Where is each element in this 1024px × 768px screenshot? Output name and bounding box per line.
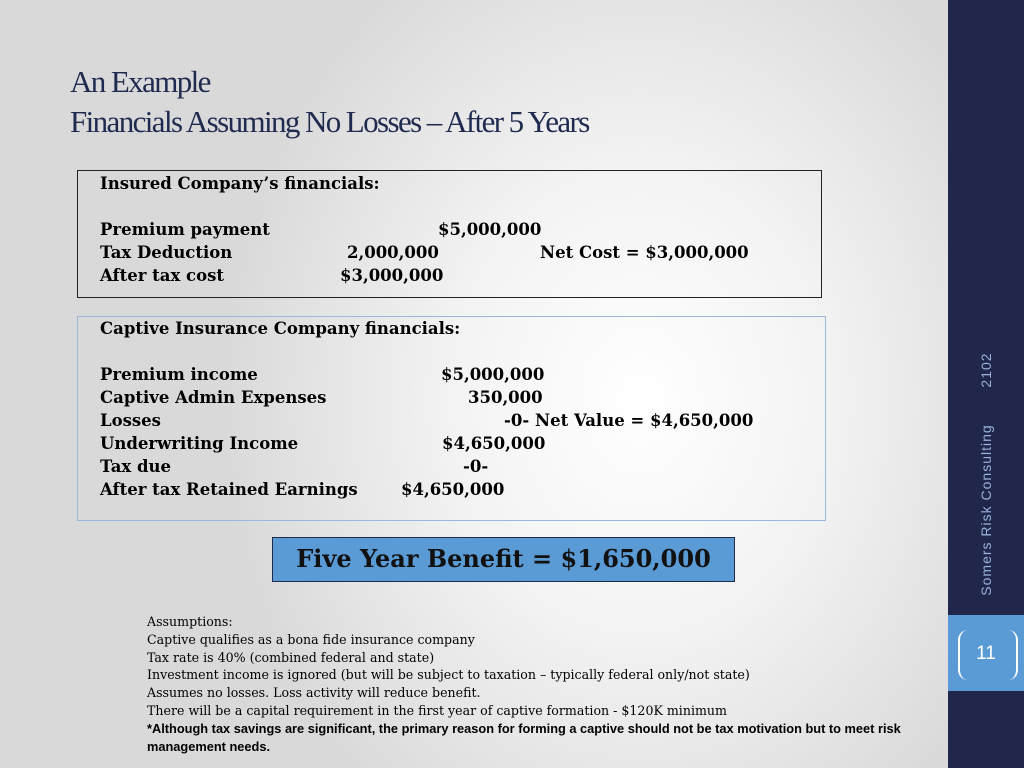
- captive-heading: Captive Insurance Company financials:: [100, 319, 461, 338]
- assumption-line: Investment income is ignored (but will be subject to taxation – typically federal only/not state): [147, 667, 750, 683]
- assumption-note: *Although tax savings are significant, the primary reason for forming a captive should not be tax motivation but to meet risk management needs.: [147, 720, 901, 754]
- captive-row-value: $4,650,000: [401, 480, 505, 499]
- captive-row-value: -0-: [463, 457, 489, 476]
- sidebar-company: Somers Risk Consulting: [978, 424, 994, 596]
- insured-row-label: Premium payment: [100, 220, 270, 239]
- sidebar-year: 2102: [978, 352, 994, 388]
- five-year-benefit-banner: Five Year Benefit = $1,650,000: [272, 537, 735, 582]
- assumptions-block: [147, 613, 937, 755]
- title-line-1: An Example: [70, 64, 210, 99]
- captive-row-value: $4,650,000: [442, 434, 546, 453]
- captive-row-value: $5,000,000: [441, 365, 545, 384]
- captive-row-value: 350,000: [468, 388, 543, 407]
- assumption-line: Captive qualifies as a bona fide insurance company: [147, 631, 475, 647]
- captive-row-label: Tax due: [100, 457, 172, 476]
- slide-number: 11: [976, 643, 996, 664]
- captive-row-label: Captive Admin Expenses: [100, 388, 327, 407]
- insured-row-value: $5,000,000: [438, 220, 542, 239]
- insured-row-value: $3,000,000: [340, 266, 444, 285]
- assumption-line: There will be a capital requirement in the first year of captive formation - $120K minimum: [147, 702, 727, 718]
- assumption-line: Assumptions:: [147, 614, 233, 629]
- captive-row-label: Losses: [100, 411, 161, 430]
- title-line-2: Financials Assuming No Losses – After 5 Years: [70, 104, 589, 139]
- insured-row-label: After tax cost: [100, 266, 225, 285]
- insured-row-label: Tax Deduction: [100, 243, 233, 262]
- slide-title: [70, 62, 589, 142]
- captive-row-label: After tax Retained Earnings: [100, 480, 358, 499]
- insured-row-value: 2,000,000: [347, 243, 439, 262]
- insured-heading: Insured Company’s financials:: [100, 174, 380, 193]
- net-value: Net Value = $4,650,000: [535, 411, 754, 430]
- assumption-line: Assumes no losses. Loss activity will reduce benefit.: [147, 685, 481, 701]
- net-cost: Net Cost = $3,000,000: [540, 243, 749, 262]
- assumption-line: Tax rate is 40% (combined federal and state): [147, 649, 435, 665]
- captive-row-label: Premium income: [100, 365, 258, 384]
- captive-row-label: Underwriting Income: [100, 434, 299, 453]
- captive-row-value: -0-: [504, 411, 530, 430]
